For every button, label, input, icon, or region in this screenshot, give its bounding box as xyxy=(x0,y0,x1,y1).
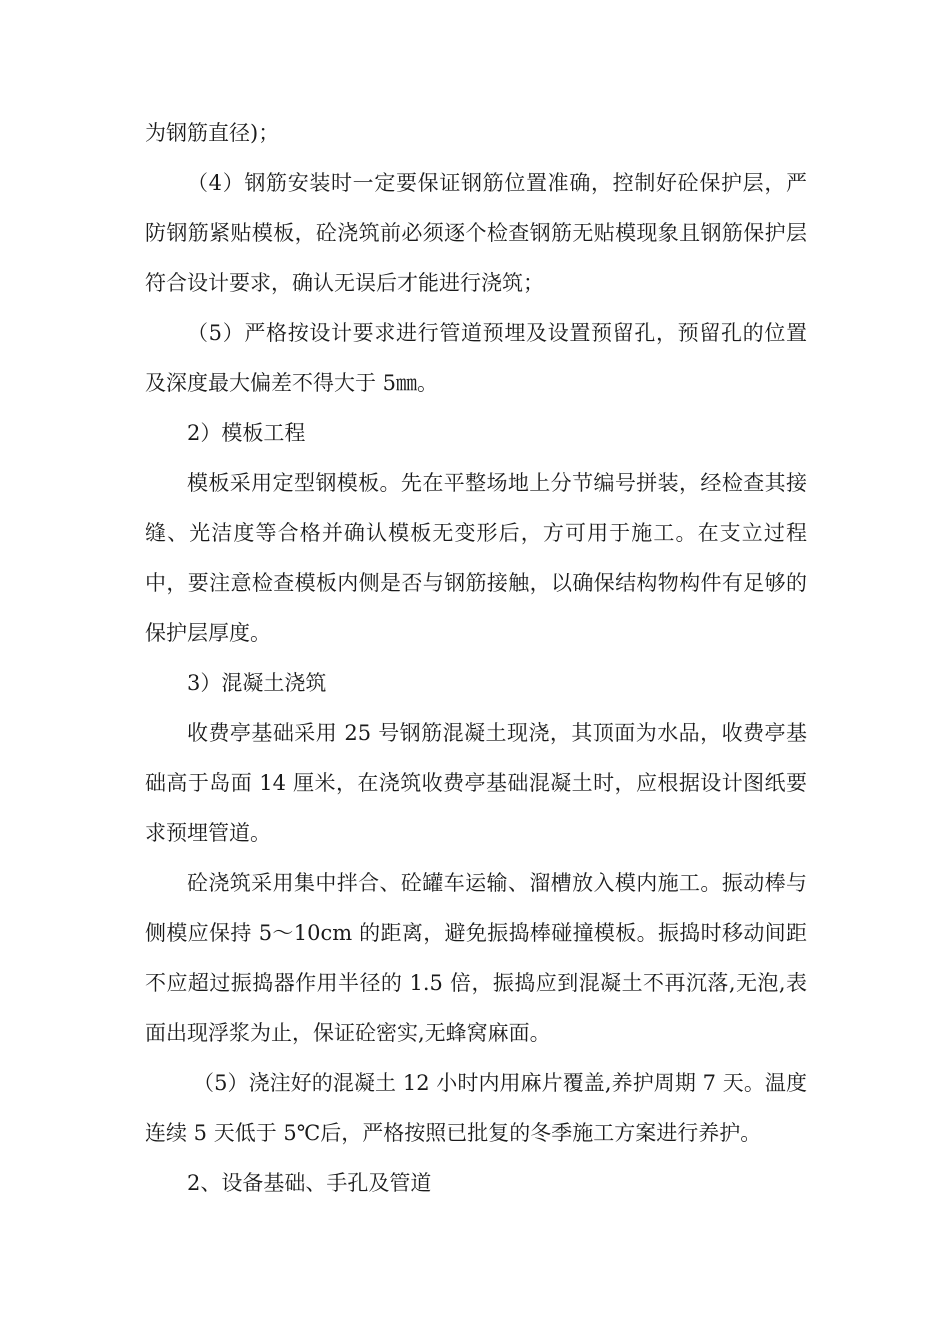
paragraph-pipe-embedding: （5）严格按设计要求进行管道预埋及设置预留孔，预留孔的位置及深度最大偏差不得大于 5㎜。 xyxy=(145,321,807,395)
section-heading-equipment-foundation: 2、设备基础、手孔及管道 xyxy=(187,1171,432,1195)
paragraph-formwork: 模板采用定型钢模板。先在平整场地上分节编号拼装，经检查其接缝、光洁度等合格并确认模板无变形后，方可用于施工。在支立过程中，要注意检查模板内侧是否与钢筋接触，以确保结构物构件有足够的保护层厚度。 xyxy=(145,471,807,645)
document-body xyxy=(145,108,807,1208)
paragraph-concrete-vibration: 砼浇筑采用集中拌合、砼罐车运输、溜槽放入模内施工。振动棒与侧模应保持 5～10cm 的距离，避免振捣棒碰撞模板。振捣时移动间距不应超过振捣器作用半径的 1.5 倍，振捣应到混凝土不再沉落,无泡,表面出现浮浆为止，保证砼密实,无蜂窝麻面。 xyxy=(145,871,807,1045)
paragraph-rebar-installation: （4）钢筋安装时一定要保证钢筋位置准确，控制好砼保护层，严防钢筋紧贴模板，砼浇筑前必须逐个检查钢筋无贴模现象且钢筋保护层符合设计要求，确认无误后才能进行浇筑； xyxy=(145,171,807,295)
paragraph-continuation: 为钢筋直径)； xyxy=(145,121,280,145)
paragraph-booth-foundation: 收费亭基础采用 25 号钢筋混凝土现浇，其顶面为水品，收费亭基础高于岛面 14 厘米，在浇筑收费亭基础混凝土时，应根据设计图纸要求预埋管道。 xyxy=(145,721,807,845)
section-heading-concrete-pouring: 3）混凝土浇筑 xyxy=(187,671,327,695)
paragraph-curing: （5）浇注好的混凝土 12 小时内用麻片覆盖,养护周期 7 天。温度连续 5 天低于 5℃后，严格按照已批复的冬季施工方案进行养护。 xyxy=(145,1071,807,1145)
section-heading-formwork: 2）模板工程 xyxy=(187,421,306,445)
